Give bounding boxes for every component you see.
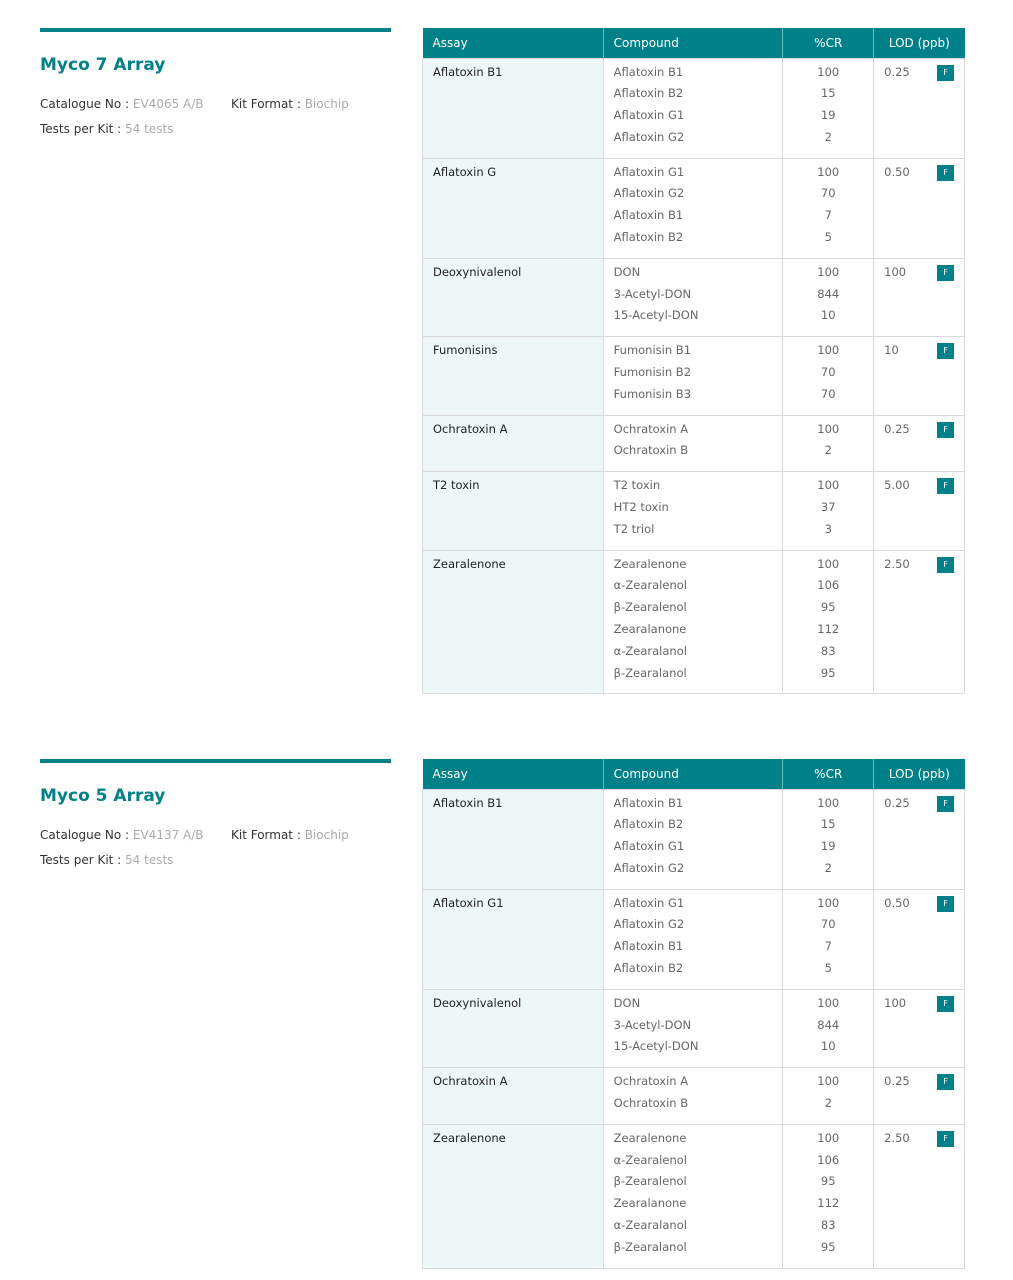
compound-name: Zearalenone — [613, 556, 687, 571]
compound-name: Aflatoxin B1 — [613, 939, 684, 954]
cr-value: 19 — [820, 108, 836, 123]
lod-value: 0.25 — [884, 421, 910, 436]
compound-name: Aflatoxin G2 — [613, 129, 685, 144]
assay-name: Ochratoxin A — [423, 1068, 604, 1125]
compound-name: β-Zearalanol — [613, 665, 687, 680]
cr-value: 95 — [820, 1239, 836, 1254]
format-badge: F — [937, 896, 954, 912]
cr-value: 70 — [820, 917, 836, 932]
product-title: Myco 7 Array — [40, 55, 166, 75]
cr-value: 844 — [817, 286, 840, 301]
compound-name: DON — [613, 995, 641, 1010]
compound-name: Aflatoxin B1 — [613, 64, 684, 79]
cr-value: 100 — [817, 264, 840, 279]
cr-value: 70 — [820, 386, 836, 401]
catalogue-label: Catalogue No : — [40, 97, 130, 111]
section-divider — [40, 759, 391, 763]
assay-name: Zearalenone — [423, 550, 604, 694]
format-badge: F — [937, 557, 954, 573]
lod-value: 0.25 — [884, 64, 910, 79]
compound-name: Aflatoxin G2 — [613, 860, 685, 875]
tests-label: Tests per Kit : — [40, 853, 122, 867]
cr-value: 100 — [817, 478, 840, 493]
compound-name: α-Zearalanol — [613, 643, 687, 658]
cr-value: 112 — [817, 622, 840, 637]
cr-cell — [783, 258, 874, 336]
cr-cell — [783, 789, 874, 889]
lod-value: 0.25 — [884, 1074, 910, 1089]
table-row — [423, 1124, 965, 1268]
compound-name: 3-Acetyl-DON — [613, 286, 692, 301]
compound-name: Ochratoxin A — [613, 1074, 689, 1089]
assay-name: Deoxynivalenol — [423, 258, 604, 336]
cr-value: 37 — [820, 500, 836, 515]
assay-table — [422, 28, 965, 694]
assay-name: Aflatoxin B1 — [423, 789, 604, 889]
product-title: Myco 5 Array — [40, 786, 166, 806]
format-badge: F — [937, 478, 954, 494]
catalogue-number — [40, 97, 204, 111]
lod-cell — [874, 889, 965, 989]
cr-value: 5 — [824, 961, 832, 976]
compound-cell — [603, 550, 783, 694]
tests-value: 54 tests — [125, 853, 174, 867]
cr-value: 100 — [817, 795, 840, 810]
table-row — [423, 989, 965, 1067]
assay-name: Aflatoxin G — [423, 158, 604, 258]
compound-name: Aflatoxin B2 — [613, 817, 684, 832]
cr-value: 2 — [824, 1096, 832, 1111]
lod-cell — [874, 58, 965, 158]
lod-cell — [874, 415, 965, 472]
compound-name: Aflatoxin B2 — [613, 86, 684, 101]
assay-name: Aflatoxin B1 — [423, 58, 604, 158]
compound-name: DON — [613, 264, 641, 279]
cr-cell — [783, 1068, 874, 1125]
lod-value: 0.50 — [884, 895, 910, 910]
assay-table — [422, 759, 965, 1269]
kit-format — [231, 828, 349, 842]
format-badge: F — [937, 65, 954, 81]
compound-cell — [603, 158, 783, 258]
cr-value: 10 — [820, 1039, 836, 1054]
cr-value: 100 — [817, 1074, 840, 1089]
cr-cell — [783, 472, 874, 550]
format-badge: F — [937, 265, 954, 281]
table-row — [423, 58, 965, 158]
product-meta — [40, 97, 391, 137]
cr-value: 3 — [824, 521, 832, 536]
product-meta — [40, 828, 391, 868]
compound-name: Fumonisin B3 — [613, 386, 692, 401]
cr-value: 7 — [824, 208, 832, 223]
cr-cell — [783, 415, 874, 472]
cr-value: 83 — [820, 1218, 836, 1233]
header-cr: %CR — [783, 28, 874, 58]
compound-name: α-Zearalenol — [613, 1152, 687, 1167]
compound-name: Aflatoxin G1 — [613, 108, 685, 123]
compound-name: HT2 toxin — [613, 500, 669, 515]
table-row — [423, 1068, 965, 1125]
cr-value: 15 — [820, 86, 836, 101]
compound-cell — [603, 889, 783, 989]
cr-cell — [783, 58, 874, 158]
compound-name: 15-Acetyl-DON — [613, 308, 699, 323]
cr-cell — [783, 337, 874, 415]
cr-value: 19 — [820, 839, 836, 854]
table-row — [423, 789, 965, 889]
cr-value: 100 — [817, 995, 840, 1010]
kit-format-label: Kit Format : — [231, 828, 301, 842]
cr-cell — [783, 158, 874, 258]
cr-value: 100 — [817, 164, 840, 179]
cr-value: 5 — [824, 230, 832, 245]
tests-per-kit — [40, 122, 173, 136]
lod-cell — [874, 158, 965, 258]
cr-value: 112 — [817, 1196, 840, 1211]
compound-name: T2 toxin — [613, 478, 661, 493]
header-lod: LOD (ppb) — [874, 28, 965, 58]
compound-name: β-Zearalenol — [613, 1174, 687, 1189]
cr-value: 2 — [824, 129, 832, 144]
cr-value: 844 — [817, 1017, 840, 1032]
compound-name: α-Zearalanol — [613, 1218, 687, 1233]
cr-cell — [783, 889, 874, 989]
cr-value: 70 — [820, 186, 836, 201]
cr-value: 100 — [817, 64, 840, 79]
compound-name: 15-Acetyl-DON — [613, 1039, 699, 1054]
cr-value: 100 — [817, 343, 840, 358]
cr-value: 2 — [824, 443, 832, 458]
compound-cell — [603, 58, 783, 158]
header-compound: Compound — [603, 759, 783, 789]
lod-cell — [874, 337, 965, 415]
lod-value: 100 — [884, 264, 907, 279]
compound-name: Ochratoxin A — [613, 421, 689, 436]
cr-value: 15 — [820, 817, 836, 832]
format-badge: F — [937, 1074, 954, 1090]
compound-name: Aflatoxin G1 — [613, 164, 685, 179]
lod-cell — [874, 989, 965, 1067]
lod-value: 10 — [884, 343, 899, 358]
compound-cell — [603, 472, 783, 550]
table-row — [423, 158, 965, 258]
cr-value: 95 — [820, 1174, 836, 1189]
catalogue-value: EV4065 A/B — [132, 97, 204, 111]
table-row — [423, 550, 965, 694]
assay-name: Deoxynivalenol — [423, 989, 604, 1067]
header-cr: %CR — [783, 759, 874, 789]
cr-cell — [783, 1124, 874, 1268]
format-badge: F — [937, 343, 954, 359]
compound-name: Ochratoxin B — [613, 1096, 689, 1111]
tests-value: 54 tests — [125, 122, 174, 136]
lod-cell — [874, 1124, 965, 1268]
format-badge: F — [937, 165, 954, 181]
lod-value: 0.50 — [884, 164, 910, 179]
compound-name: Zearalenone — [613, 1130, 687, 1145]
lod-cell — [874, 258, 965, 336]
lod-value: 2.50 — [884, 556, 910, 571]
cr-value: 106 — [817, 578, 840, 593]
header-assay: Assay — [423, 28, 604, 58]
compound-cell — [603, 415, 783, 472]
format-badge: F — [937, 422, 954, 438]
cr-value: 100 — [817, 421, 840, 436]
section-divider — [40, 28, 391, 32]
compound-name: Fumonisin B2 — [613, 365, 692, 380]
table-header-row — [423, 759, 965, 789]
catalogue-label: Catalogue No : — [40, 828, 130, 842]
table-row — [423, 472, 965, 550]
cr-value: 100 — [817, 556, 840, 571]
lod-value: 2.50 — [884, 1130, 910, 1145]
product-info — [40, 28, 391, 137]
kit-format-value: Biochip — [304, 828, 349, 842]
assay-name: Fumonisins — [423, 337, 604, 415]
compound-name: Aflatoxin G1 — [613, 895, 685, 910]
cr-cell — [783, 989, 874, 1067]
assay-name: T2 toxin — [423, 472, 604, 550]
format-badge: F — [937, 796, 954, 812]
compound-name: Aflatoxin B2 — [613, 230, 684, 245]
compound-name: Zearalanone — [613, 622, 687, 637]
lod-value: 100 — [884, 995, 907, 1010]
format-badge: F — [937, 996, 954, 1012]
cr-value: 95 — [820, 600, 836, 615]
format-badge: F — [937, 1131, 954, 1147]
lod-cell — [874, 550, 965, 694]
product-info — [40, 759, 391, 868]
header-lod: LOD (ppb) — [874, 759, 965, 789]
cr-cell — [783, 550, 874, 694]
compound-cell — [603, 789, 783, 889]
assay-name: Ochratoxin A — [423, 415, 604, 472]
cr-value: 95 — [820, 665, 836, 680]
compound-name: Fumonisin B1 — [613, 343, 692, 358]
compound-name: Aflatoxin G1 — [613, 839, 685, 854]
cr-value: 100 — [817, 1130, 840, 1145]
table-header-row — [423, 28, 965, 58]
compound-cell — [603, 258, 783, 336]
compound-cell — [603, 337, 783, 415]
lod-cell — [874, 789, 965, 889]
compound-name: T2 triol — [613, 521, 655, 536]
catalogue-number — [40, 828, 204, 842]
lod-cell — [874, 1068, 965, 1125]
lod-value: 5.00 — [884, 478, 910, 493]
compound-cell — [603, 989, 783, 1067]
tests-per-kit — [40, 853, 173, 867]
compound-name: Ochratoxin B — [613, 443, 689, 458]
cr-value: 83 — [820, 643, 836, 658]
cr-value: 7 — [824, 939, 832, 954]
kit-format-value: Biochip — [304, 97, 349, 111]
table-row — [423, 337, 965, 415]
kit-format — [231, 97, 349, 111]
compound-name: 3-Acetyl-DON — [613, 1017, 692, 1032]
catalogue-value: EV4137 A/B — [132, 828, 204, 842]
compound-name: Aflatoxin G2 — [613, 186, 685, 201]
cr-value: 2 — [824, 860, 832, 875]
compound-name: Zearalanone — [613, 1196, 687, 1211]
cr-value: 100 — [817, 895, 840, 910]
compound-name: β-Zearalenol — [613, 600, 687, 615]
cr-value: 70 — [820, 365, 836, 380]
header-compound: Compound — [603, 28, 783, 58]
table-row — [423, 889, 965, 989]
lod-cell — [874, 472, 965, 550]
compound-cell — [603, 1068, 783, 1125]
cr-value: 10 — [820, 308, 836, 323]
table-row — [423, 258, 965, 336]
assay-name: Aflatoxin G1 — [423, 889, 604, 989]
tests-label: Tests per Kit : — [40, 122, 122, 136]
compound-cell — [603, 1124, 783, 1268]
kit-format-label: Kit Format : — [231, 97, 301, 111]
compound-name: α-Zearalenol — [613, 578, 687, 593]
compound-name: Aflatoxin B1 — [613, 795, 684, 810]
compound-name: Aflatoxin B2 — [613, 961, 684, 976]
assay-name: Zearalenone — [423, 1124, 604, 1268]
compound-name: Aflatoxin G2 — [613, 917, 685, 932]
compound-name: β-Zearalanol — [613, 1239, 687, 1254]
lod-value: 0.25 — [884, 795, 910, 810]
compound-name: Aflatoxin B1 — [613, 208, 684, 223]
cr-value: 106 — [817, 1152, 840, 1167]
header-assay: Assay — [423, 759, 604, 789]
table-row — [423, 415, 965, 472]
